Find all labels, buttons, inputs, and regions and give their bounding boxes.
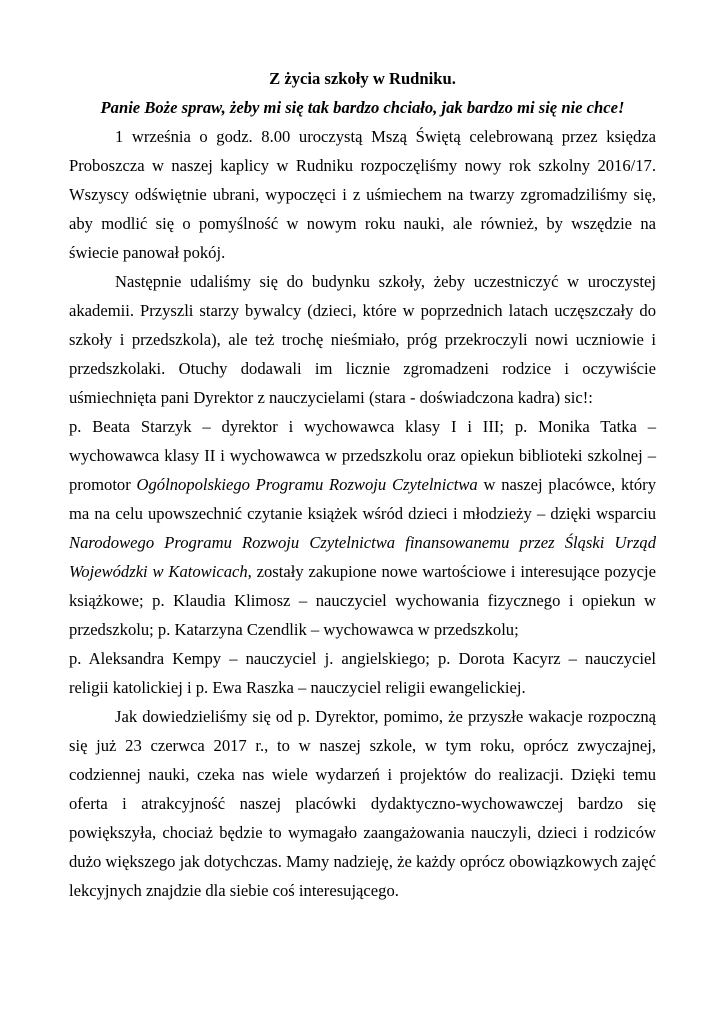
staff-text-part4: p. Aleksandra Kempy – nauczyciel j. angielskiego; p. Dorota Kacyrz – nauczyciel religii katolickiej i p. Ewa Raszka – nauczyciel religii ewangelickiej. [69, 649, 656, 697]
paragraph-school-ceremony: Następnie udaliśmy się do budynku szkoły, żeby uczestniczyć w uroczystej akademii. Przyszli starzy bywalcy (dzieci, które w poprzednich latach uczęszczały do szkoły i przedszkola), ale też trochę nieśmiało, próg przekroczyli nowi uczniowie i przedszkolaki. Otuchy dodawali im licznie zgromadzeni rodzice i oczywiście uśmiechnięta pani Dyrektor z nauczycielami (stara - doświadczona kadra) sic!: [69, 272, 656, 407]
program-name-national-reading: Ogólnopolskiego Programu Rozwoju Czytelnictwa [136, 475, 478, 494]
staff-text-part1: p. Beata Starzyk – dyrektor i wychowawca klasy I i III; p. Monika Tatka – wychowawca klasy II i wychowawca w przedszkolu oraz opiekun biblioteki szkolnej – promotor [69, 417, 656, 494]
program-name-funding: Narodowego Programu Rozwoju Czytelnictwa finansowanemu przez Śląski Urząd Wojewódzki w Katowicach [69, 533, 656, 581]
staff-list [69, 412, 656, 702]
paragraph-school-year-plans: Jak dowiedzieliśmy się od p. Dyrektor, pomimo, że przyszłe wakacje rozpoczną się już 23 czerwca 2017 r., to w naszej szkole, w tym roku, oprócz zwyczajnej, codziennej nauki, czeka nas wiele wydarzeń i projektów do realizacji. Dzięki temu oferta i atrakcyjność naszej placówki dydaktyczno-wychowawczej bardzo się powiększyła, chociaż będzie to wymagało zaangażowania nauczyli, dzieci i rodziców dużo większego jak dotychczas. Mamy nadzieję, że każdy oprócz obowiązkowych zajęć lekcyjnych znajdzie dla siebie coś interesującego. [69, 707, 656, 900]
staff-text-part2: w naszej placówce, który ma na celu upowszechnić czytanie książek wśród dzieci i młodzieży – dzięki wsparciu [69, 475, 656, 523]
document-title: Z życia szkoły w Rudniku. [269, 69, 456, 88]
document-motto: Panie Boże spraw, żeby mi się tak bardzo chciało, jak bardzo mi się nie chce! [100, 98, 625, 117]
staff-text-part3: , zostały zakupione nowe wartościowe i interesujące pozycje książkowe; p. Klaudia Klimosz – nauczyciel wychowania fizycznego i opiekun w przedszkolu; p. Katarzyna Czendlik – wychowawca w przedszkolu; [69, 562, 656, 639]
paragraph-opening-mass: 1 września o godz. 8.00 uroczystą Mszą Świętą celebrowaną przez księdza Proboszcza w naszej kaplicy w Rudniku rozpoczęliśmy nowy rok szkolny 2016/17. Wszyscy odświętnie ubrani, wypoczęci i z uśmiechem na twarzy zgromadziliśmy się, aby modlić się o pomyślność w nowym roku nauki, ale również, by wszędzie na świecie panował pokój. [69, 127, 656, 262]
